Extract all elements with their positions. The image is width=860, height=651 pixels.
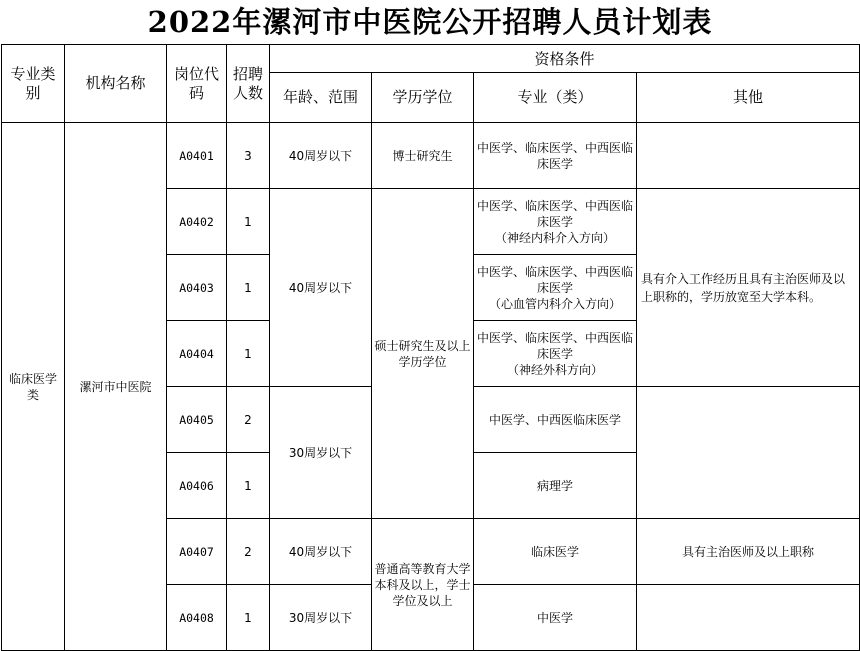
other-cell: 具有主治医师及以上职称	[637, 519, 860, 585]
header-qualification: 资格条件	[270, 45, 860, 73]
major-cell: 临床医学	[474, 519, 637, 585]
major-cell: 中医学	[474, 585, 637, 651]
age-cell: 40周岁以下	[270, 123, 372, 189]
count-cell: 1	[227, 189, 270, 255]
edu-cell: 博士研究生	[372, 123, 474, 189]
age-cell: 40周岁以下	[270, 519, 372, 585]
major-main: 中医学、临床医学、中西医临床医学	[476, 264, 633, 295]
major-direction: （心血管内科介入方向）	[488, 296, 621, 311]
major-cell: 中医学、临床医学、中西医临床医学	[474, 123, 637, 189]
page-title: 2022年漯河市中医院公开招聘人员计划表	[147, 5, 713, 39]
age-cell: 40周岁以下	[270, 189, 372, 387]
code-cell: A0402	[167, 189, 227, 255]
other-cell: 具有介入工作经历且具有主治医师及以上职称的，学历放宽至大学本科。	[637, 189, 860, 387]
major-cell: 病理学	[474, 453, 637, 519]
count-cell: 3	[227, 123, 270, 189]
header-org: 机构名称	[65, 45, 167, 123]
age-cell: 30周岁以下	[270, 387, 372, 519]
count-cell: 2	[227, 387, 270, 453]
category-cell: 临床医学类	[2, 123, 65, 651]
header-code: 岗位代码	[167, 45, 227, 123]
header-age: 年龄、范围	[270, 73, 372, 123]
major-cell	[474, 255, 637, 321]
header-edu: 学历学位	[372, 73, 474, 123]
count-cell: 1	[227, 321, 270, 387]
edu-cell: 普通高等教育大学本科及以上，学士学位及以上	[372, 519, 474, 651]
code-cell: A0403	[167, 255, 227, 321]
recruitment-plan-table	[1, 44, 860, 651]
code-cell: A0404	[167, 321, 227, 387]
major-cell	[474, 189, 637, 255]
age-cell: 30周岁以下	[270, 585, 372, 651]
count-cell: 2	[227, 519, 270, 585]
table-row	[2, 123, 860, 189]
code-cell: A0406	[167, 453, 227, 519]
major-main: 中医学、临床医学、中西医临床医学	[476, 330, 633, 361]
header-other: 其他	[637, 73, 860, 123]
edu-cell: 硕士研究生及以上学历学位	[372, 189, 474, 519]
other-cell	[637, 123, 860, 189]
count-cell: 1	[227, 585, 270, 651]
code-cell: A0408	[167, 585, 227, 651]
other-cell	[637, 585, 860, 651]
major-main: 中医学、临床医学、中西医临床医学	[476, 198, 633, 229]
header-count: 招聘人数	[227, 45, 270, 123]
header-category: 专业类别	[2, 45, 65, 123]
major-direction: （神经内科介入方向）	[494, 230, 615, 245]
major-cell: 中医学、中西医临床医学	[474, 387, 637, 453]
count-cell: 1	[227, 255, 270, 321]
major-direction: （神经外科方向）	[506, 362, 603, 377]
header-major: 专业（类）	[474, 73, 637, 123]
code-cell: A0407	[167, 519, 227, 585]
header-row-1	[2, 45, 860, 73]
org-cell: 漯河市中医院	[65, 123, 167, 651]
code-cell: A0401	[167, 123, 227, 189]
other-cell	[637, 387, 860, 519]
major-cell	[474, 321, 637, 387]
code-cell: A0405	[167, 387, 227, 453]
count-cell: 1	[227, 453, 270, 519]
